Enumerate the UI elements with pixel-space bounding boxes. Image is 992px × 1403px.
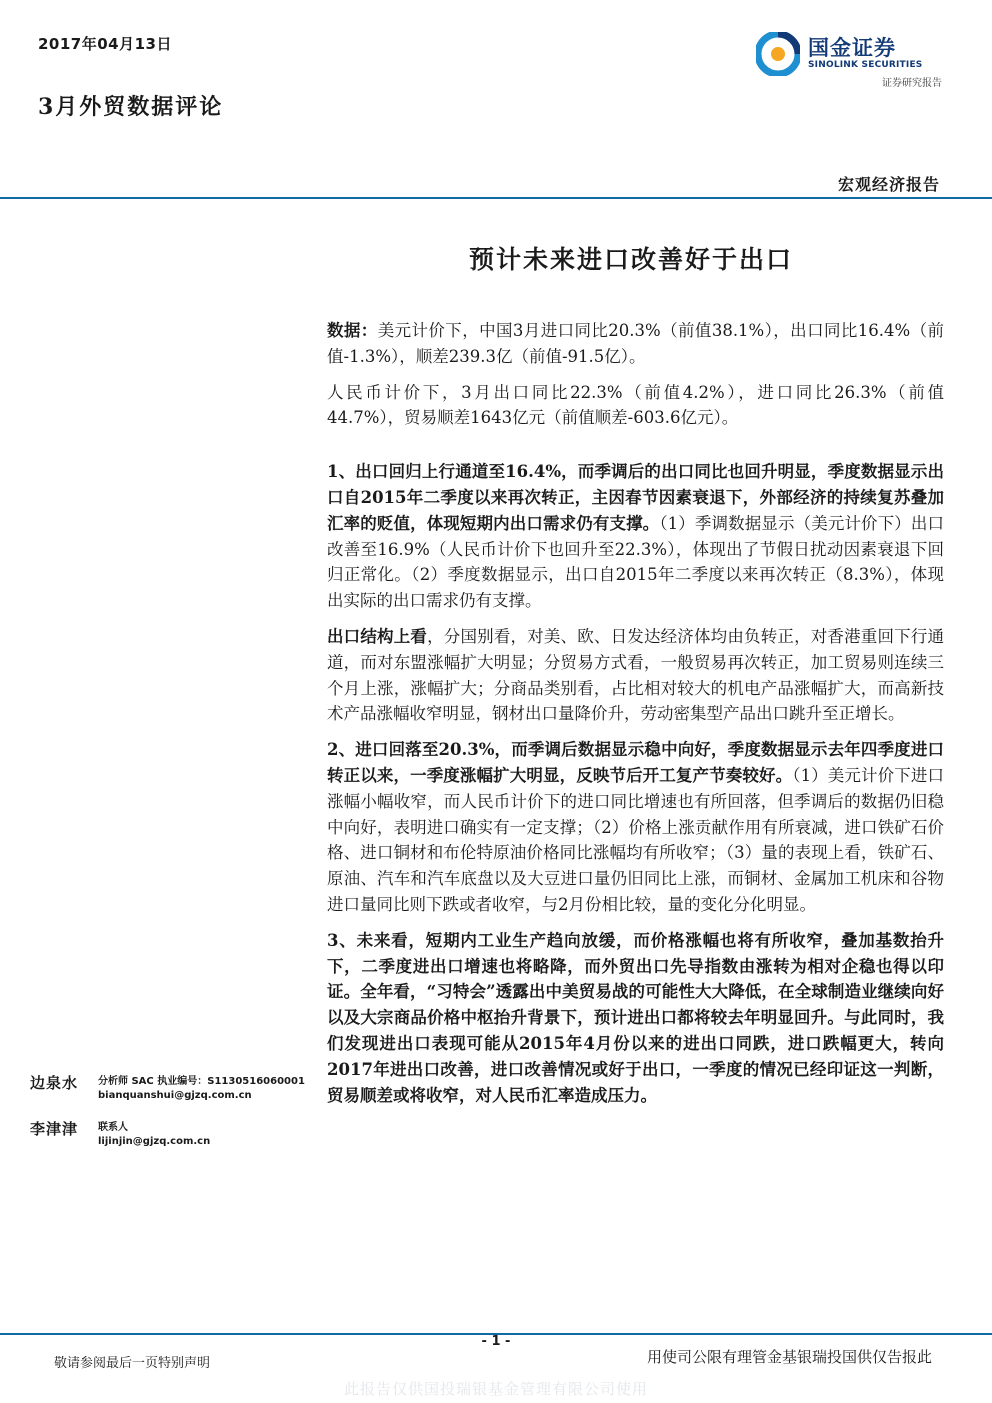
report-date: 2017年04月13日 <box>38 35 172 53</box>
author-name: 李津津 <box>30 1120 79 1138</box>
author-entry <box>30 1072 320 1118</box>
headline: 预计未来进口改善好于出口 <box>468 245 793 274</box>
paragraph-export-structure: 出口结构上看，分国别看，对美、欧、日发达经济体均由负转正，对香港重回下行通道，而对东盟涨幅扩大明显；分贸易方式看，一般贸易再次转正，加工贸易则连续三个月上涨，涨幅扩大；分商品类别看，占比相对较大的机电产品涨幅扩大，而高新技术产品涨幅收窄明显，钢材出口量降价升，劳动密集型产品出口跳升至正增长。 <box>327 626 945 724</box>
author-credential: 分析师 SAC 执业编号：S1130516060001 <box>98 1076 305 1087</box>
header-divider <box>0 197 992 199</box>
sinolink-logo-icon <box>756 32 800 76</box>
brand-name-en: SINOLINK SECURITIES <box>808 60 923 70</box>
main-content <box>327 318 944 1118</box>
author-role: 联系人 <box>98 1122 128 1133</box>
report-category: 宏观经济报告 <box>837 175 940 194</box>
paragraph-exports: 1、出口回归上行通道至16.4%，而季调后的出口同比也回升明显，季度数据显示出口自2015年二季度以来再次转正，主因春节因素衰退下，外部经济的持续复苏叠加汇率的贬值，体现短期内出口需求仍有支撑。（1）季调数据显示（美元计价下）出口改善至16.9%（人民币计价下也回升至22.3%），体现出了节假日扰动因素衰退下回归正常化。（2）季度数据显示，出口自2015年二季度以来再次转正（8.3%），体现出实际的出口需求仍有支撑。 <box>327 462 945 611</box>
paragraph-outlook: 3、未来看，短期内工业生产趋向放缓，而价格涨幅也将有所收窄，叠加基数抬升下，二季度进出口增速也将略降，而外贸出口先导指数由涨转为相对企稳也得以印证。全年看，“习特会”透露出中美贸易战的可能性大大降低，在全球制造业继续向好以及大宗商品价格中枢抬升背景下，预计进出口都将较去年明显回升。与此同时，我们发现进出口表现可能从2015年4月份以来的进出口同跌，进口跌幅更大，转向2017年进出口改善，进口改善情况或好于出口，一季度的情况已经印证这一判断，贸易顺差或将收窄，对人民币汇率造成压力。 <box>327 930 944 1105</box>
author-email[interactable]: lijinjin@gjzq.com.cn <box>98 1136 211 1147</box>
author-list <box>30 1072 320 1164</box>
page-number: - 1 - <box>481 1334 511 1349</box>
author-name: 边泉水 <box>30 1074 79 1092</box>
author-entry <box>30 1118 320 1164</box>
brand-name-cn: 国金证券 <box>808 36 896 60</box>
footer-usage-note: 用使司公限有理管金基银瑞投国供仅告报此 <box>646 1348 932 1366</box>
brand-logo <box>756 30 946 90</box>
brand-subtitle: 证券研究报告 <box>882 78 942 89</box>
author-info <box>98 1121 210 1149</box>
paragraph-data-rmb: 人民币计价下，3月出口同比22.3%（前值4.2%），进口同比26.3%（前值44.7%），贸易顺差1643亿元（前值顺差-603.6亿元）。 <box>327 382 944 428</box>
author-info <box>98 1075 305 1103</box>
usage-watermark: 此报告仅供国投瑞银基金管理有限公司使用 <box>343 1380 648 1398</box>
paragraph-imports: 2、进口回落至20.3%，而季调后数据显示稳中向好，季度数据显示去年四季度进口转正以来，一季度涨幅扩大明显，反映节后开工复产节奏较好。（1）美元计价下进口涨幅小幅收窄，而人民币计价下的进口同比增速也有所回落，但季调后的数据仍旧稳中向好，表明进口确实有一定支撑；（2）价格上涨贡献作用有所衰减，进口铁矿石价格、进口铜材和布伦特原油价格同比涨幅均有所收窄；（3）量的表现上看，铁矿石、原油、汽车和汽车底盘以及大豆进口量仍旧同比上涨，而铜材、金属加工机床和谷物进口量同比则下跌或者收窄，与2月份相比较，量的变化分化明显。 <box>327 740 945 914</box>
paragraph-data-usd: 数据：美元计价下，中国3月进口同比20.3%（前值38.1%），出口同比16.4%（前值-1.3%），顺差239.3亿（前值-91.5亿）。 <box>327 321 945 366</box>
disclaimer-reference: 敬请参阅最后一页特别声明 <box>54 1356 211 1371</box>
report-title: 3月外贸数据评论 <box>38 94 224 120</box>
author-email[interactable]: bianquanshui@gjzq.com.cn <box>98 1090 252 1101</box>
